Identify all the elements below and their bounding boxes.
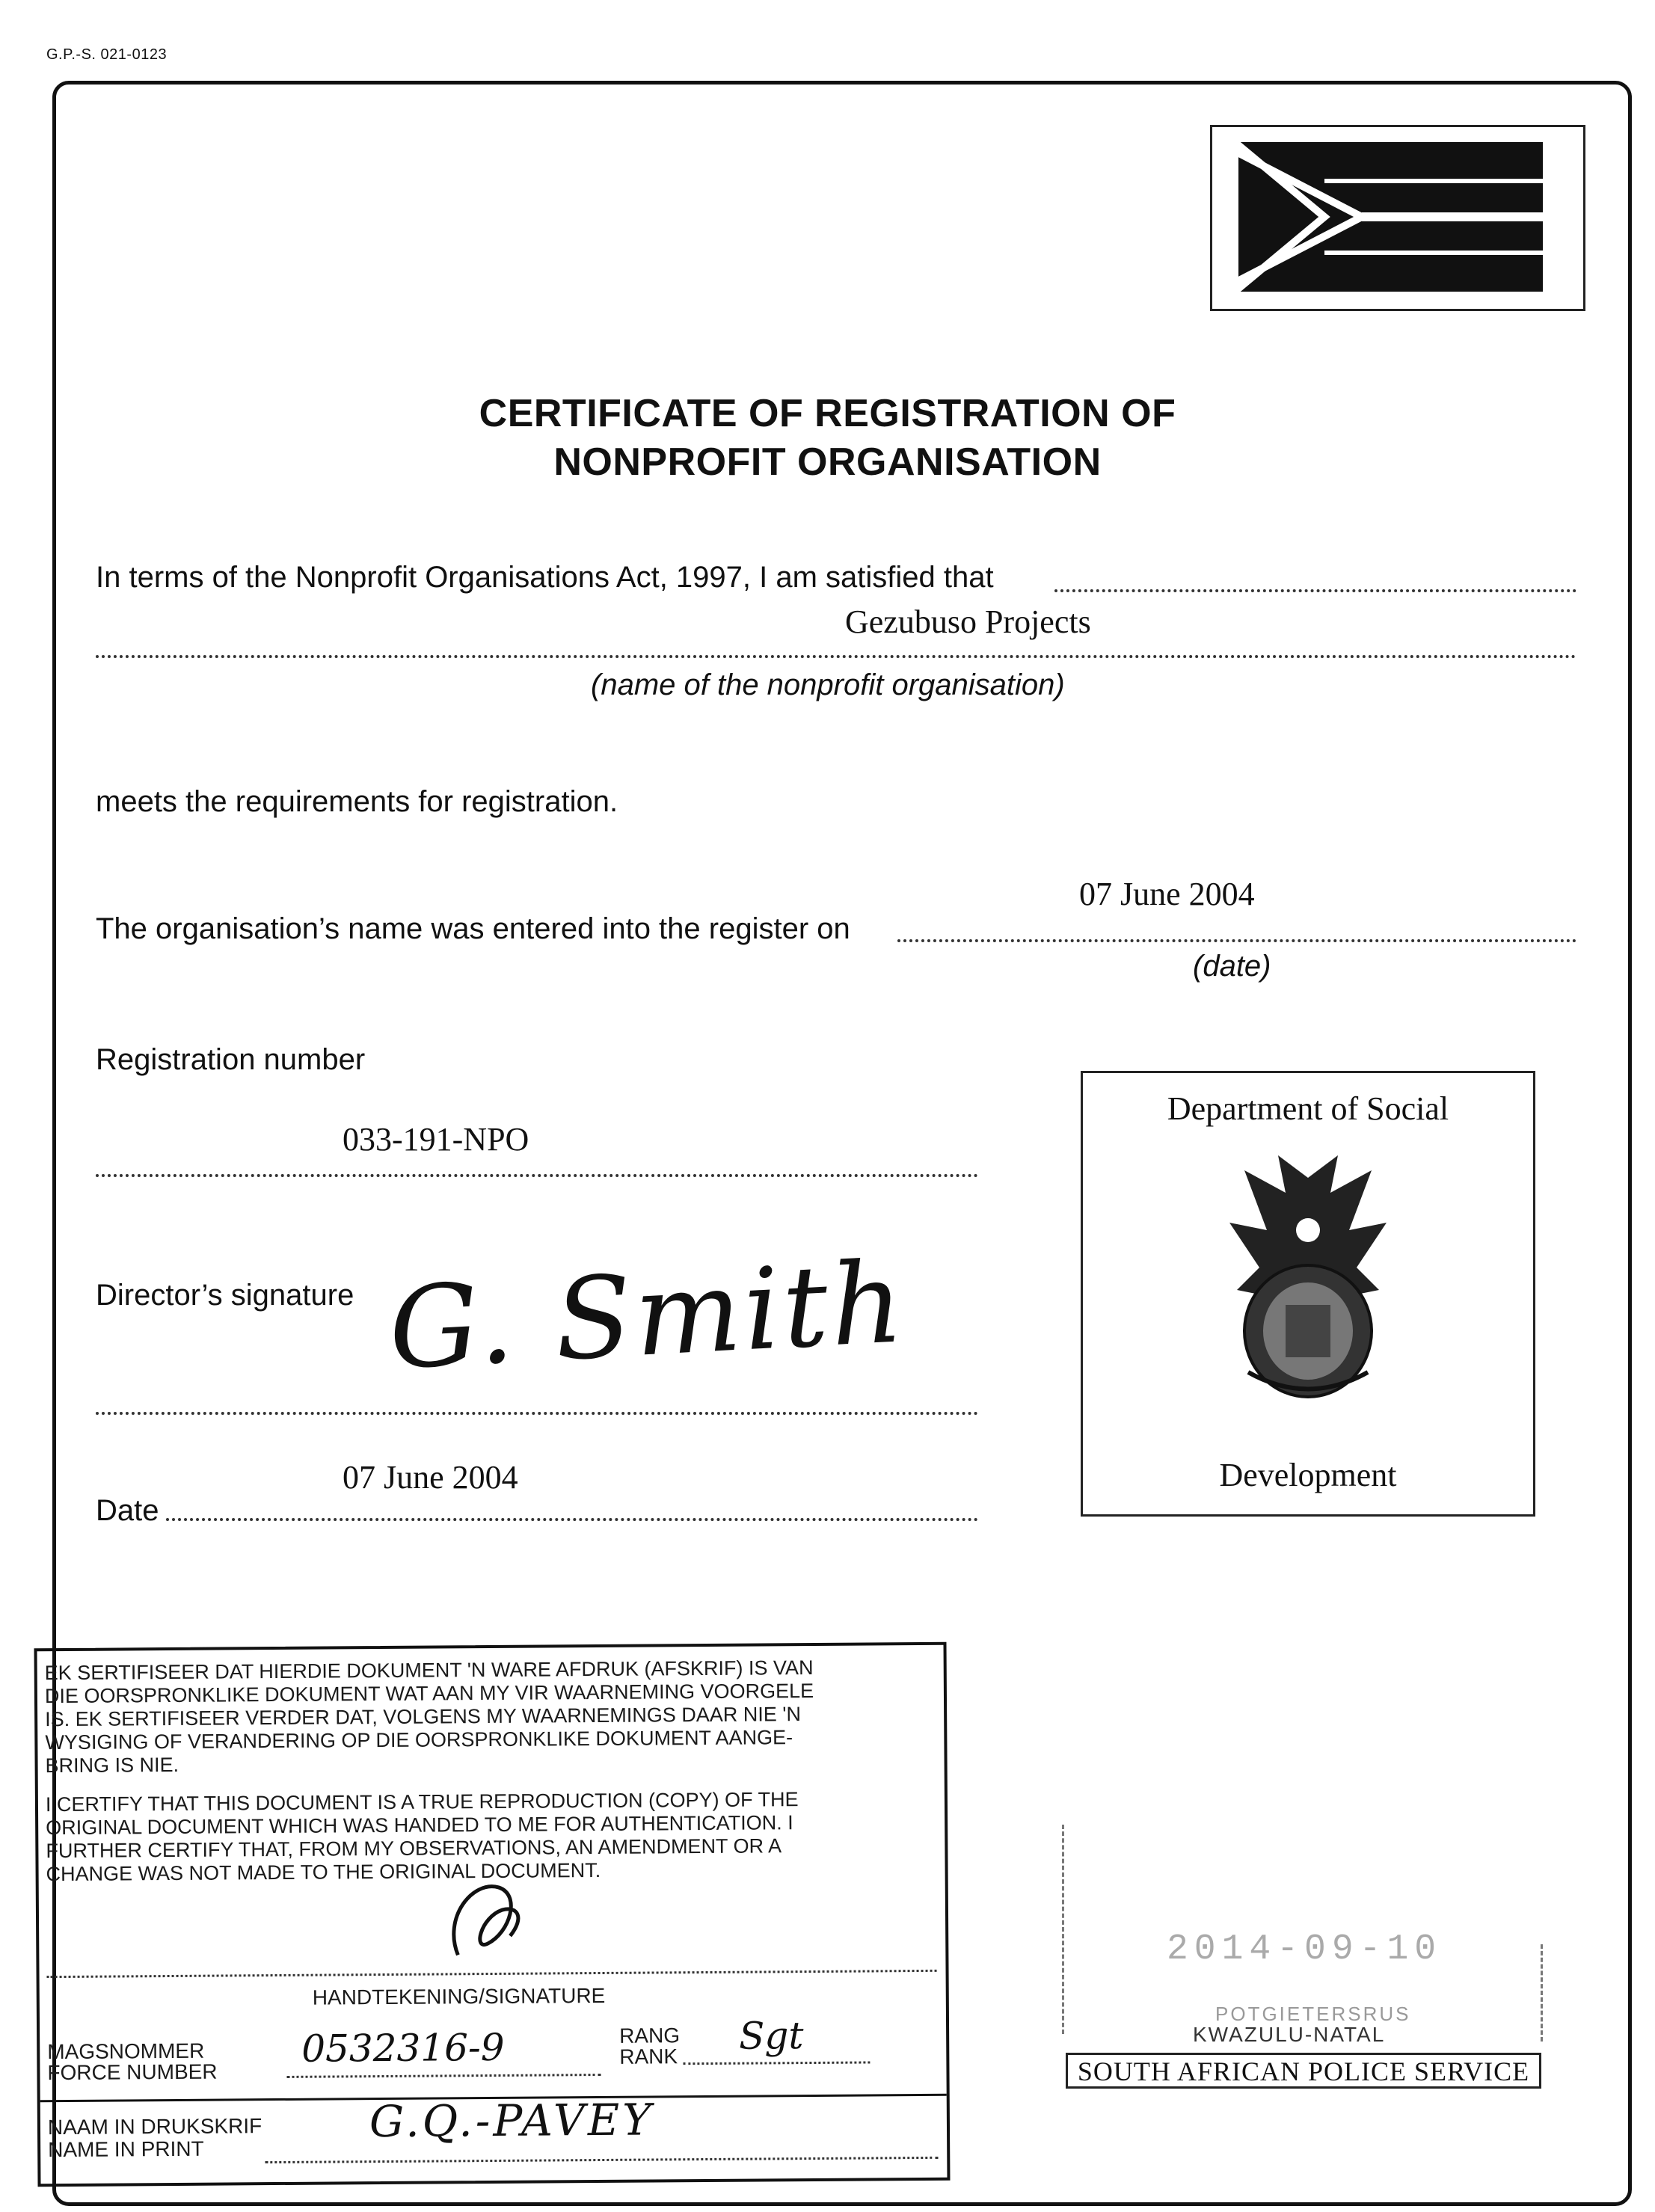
seal-text-top: Department of Social — [1167, 1090, 1449, 1127]
stamp-af-line: BRING IS NIE. — [45, 1753, 179, 1778]
stamp-en-line: CHANGE WAS NOT MADE TO THE ORIGINAL DOCUMENT. — [46, 1858, 601, 1886]
coat-of-arms-icon — [1215, 1148, 1401, 1402]
officer-signature-scribble — [428, 1872, 548, 1970]
date-label: Date — [96, 1494, 159, 1527]
signature-dotted-line — [96, 1412, 978, 1415]
force-number-label — [47, 2041, 218, 2084]
signature-date: 07 June 2004 — [343, 1459, 518, 1496]
form-reference: G.P.-S. 021-0123 — [46, 46, 168, 63]
department-seal-box — [1081, 1071, 1535, 1517]
flag-box — [1210, 125, 1585, 311]
stamp-en-line: FURTHER CERTIFY THAT, FROM MY OBSERVATIONS, AN AMENDMENT OR A — [46, 1834, 782, 1863]
stamp-en-line: ORIGINAL DOCUMENT WHICH WAS HANDED TO ME FOR AUTHENTICATION. I — [46, 1811, 793, 1840]
print-name-label-en: NAME IN PRINT — [48, 2136, 204, 2162]
registration-number: 033-191-NPO — [343, 1121, 529, 1158]
register-dotted-line — [897, 939, 1576, 942]
print-name-label — [48, 2115, 262, 2161]
certification-stamp — [34, 1642, 951, 2187]
stamp-afrikaans-text — [45, 1656, 814, 1778]
police-stamp-province: KWAZULU-NATAL — [1193, 2023, 1386, 2046]
intro-text: In terms of the Nonprofit Organisations Act, 1997, I am satisfied that — [96, 561, 994, 594]
force-number-dotted-line — [287, 2074, 601, 2078]
stamp-right-edge — [1541, 1944, 1543, 2042]
organisation-name: Gezubuso Projects — [845, 603, 1091, 640]
stamp-signature-line — [47, 1970, 937, 1978]
force-number-label-en: FORCE NUMBER — [47, 2059, 218, 2085]
police-service-label: SOUTH AFRICAN POLICE SERVICE — [1066, 2053, 1541, 2089]
print-name-dotted-line — [265, 2157, 938, 2163]
force-number-label-af: MAGSNOMMER — [47, 2039, 205, 2064]
rank-label — [619, 2025, 680, 2068]
stamp-af-line: DIE OORSPRONKLIKE DOKUMENT WAT AAN MY VIR WAARNEMING VOORGELE — [44, 1679, 814, 1708]
stamp-af-line: IS. EK SERTIFISEER VERDER DAT, VOLGENS MY WAARNEMINGS DAAR NIE 'N — [45, 1703, 802, 1731]
date-dotted-line — [166, 1518, 978, 1521]
rank-dotted-line — [683, 2061, 870, 2065]
police-stamp-station: POTGIETERSRUS — [1215, 2003, 1411, 2025]
rank-label-en: RANK — [619, 2044, 678, 2068]
register-date: 07 June 2004 — [1079, 876, 1255, 912]
police-stamp-date: 2014-09-10 — [1167, 1929, 1443, 1970]
registration-number-label: Registration number — [96, 1043, 366, 1076]
stamp-signature-caption: HANDTEKENING/SIGNATURE — [312, 1983, 606, 2009]
registration-number-dotted-line — [96, 1174, 978, 1177]
signature-label: Director’s signature — [96, 1279, 354, 1312]
print-name-label-af: NAAM IN DRUKSKRIF — [47, 2114, 262, 2139]
stamp-english-text — [46, 1788, 799, 1886]
certificate-title-line1: CERTIFICATE OF REGISTRATION OF — [479, 392, 1176, 435]
certificate-title-line2: NONPROFIT ORGANISATION — [553, 440, 1102, 484]
rank-label-af: RANG — [619, 2024, 681, 2047]
stamp-en-line: I CERTIFY THAT THIS DOCUMENT IS A TRUE REPRODUCTION (COPY) OF THE — [45, 1788, 799, 1816]
requirements-text: meets the requirements for registration. — [96, 785, 618, 818]
print-name-value: G.Q.-PAVEY — [369, 2094, 654, 2148]
intro-dotted-line — [1054, 589, 1576, 592]
rank-value: Sgt — [738, 2014, 804, 2058]
south-african-flag-icon — [1212, 127, 1583, 309]
stamp-left-edge — [1062, 1825, 1064, 2034]
org-name-dotted-line — [96, 655, 1576, 658]
police-date-stamp — [1054, 1795, 1548, 2094]
force-number-value: 0532316-9 — [301, 2025, 505, 2071]
org-name-caption: (name of the nonprofit organisation) — [591, 669, 1065, 701]
stamp-af-line: WYSIGING OF VERANDERING OP DIE OORSPRONKLIKE DOKUMENT AANGE- — [45, 1726, 793, 1754]
seal-text-bottom: Development — [1219, 1457, 1397, 1493]
director-signature: G. Smith — [385, 1238, 909, 1395]
stamp-af-line: EK SERTIFISEER DAT HIERDIE DOKUMENT 'N WARE AFDRUK (AFSKRIF) IS VAN — [44, 1656, 814, 1685]
date-caption: (date) — [1193, 950, 1271, 983]
register-label: The organisation’s name was entered into the register on — [96, 912, 850, 945]
